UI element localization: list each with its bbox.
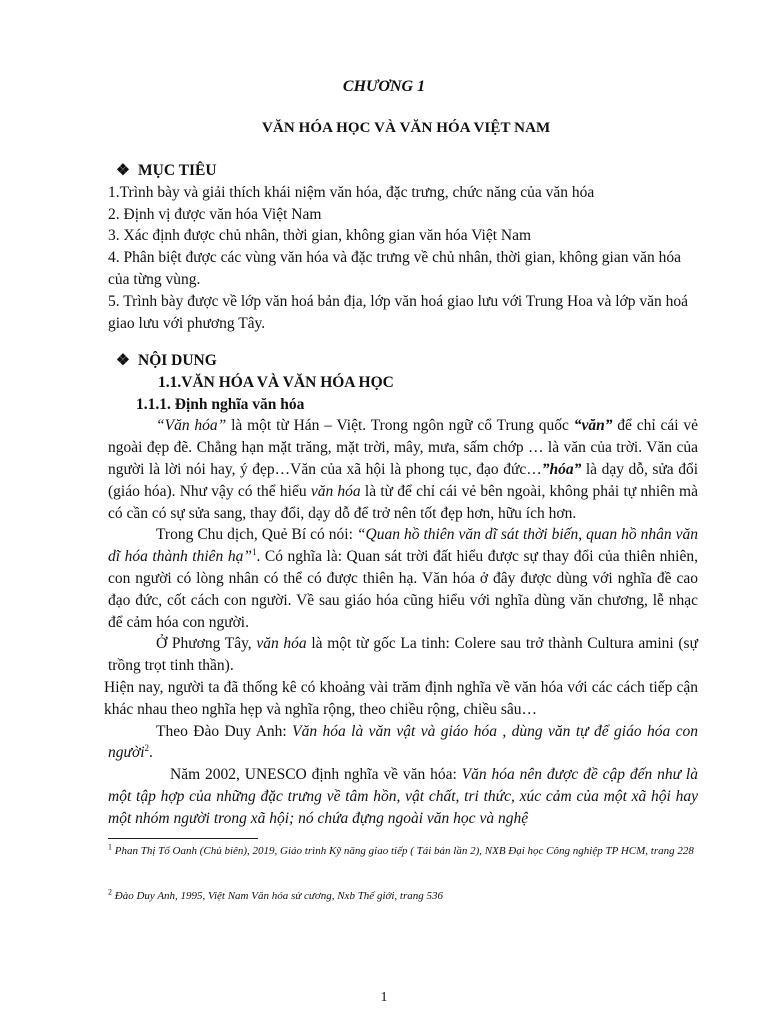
footnote-separator: [108, 838, 258, 839]
chapter-title: VĂN HÓA HỌC VÀ VĂN HÓA VIỆT NAM: [262, 120, 551, 136]
diamond-bullet-icon: ❖: [116, 352, 130, 369]
objectives-heading: ❖ MỤC TIÊU: [108, 160, 698, 182]
diamond-bullet-icon: ❖: [116, 162, 130, 179]
paragraph-4: Hiện nay, người ta đã thống kê có khoảng vài trăm định nghĩa về văn hóa với các cách tiếp cận khác nhau theo nghĩa hẹp và nghĩa rộng, theo chiều rộng, chiều sâu…: [104, 678, 698, 718]
content-section: [104, 350, 699, 830]
footnote-ref: 2: [144, 743, 150, 754]
paragraph-6: Năm 2002, UNESCO định nghĩa về văn hóa: Văn hóa nên được đề cập đến như là một tập hợp của những đặc trưng về tâm hồn, vật chất, tri thức, xúc cảm của một xã hội hay một nhóm người trong xã hội; nó chứa đựng ngoài văn học và nghệ: [108, 766, 698, 827]
subsection-title: 1.1.1. Định nghĩa văn hóa: [136, 395, 305, 413]
objective-item: 1.Trình bày và giải thích khái niệm văn hóa, đặc trưng, chức năng của văn hóa: [108, 183, 595, 201]
objective-item: 3. Xác định được chủ nhân, thời gian, không gian văn hóa Việt Nam: [108, 227, 532, 245]
section-title: 1.1.VĂN HÓA VÀ VĂN HÓA HỌC: [158, 373, 394, 391]
paragraph-5: Theo Đào Duy Anh: Văn hóa là văn vật và giáo hóa , dùng văn tự để giáo hóa con người$^2$.: [108, 722, 699, 762]
paragraph-2: Trong Chu dịch, Quẻ Bí có nói: “Quan hồ thiên văn dĩ sát thời biến, quan hồ nhân văn dĩ hóa thành thiên hạ”$^1$. Có nghĩa là: Quan sát trời đất hiểu được sự thay đổi của thiên nhiên, con người có lòng nhân có thể có được thiên hạ. Văn hóa ở đây được dùng với nghĩa đề cao đạo đức, cốt cách con người. Về sau giáo hóa cũng hiểu với nghĩa dùng văn chương, lễ nhạc để cảm hóa con người.: [108, 526, 698, 631]
footnote-1: $^1$ Phan Thị Tố Oanh (Chủ biên), 2019, Giáo trình Kỹ năng giao tiếp ( Tái bản lần 2), NXB Đại học Công nghiệp TP HCM, trang 228: [108, 842, 694, 857]
chapter-label: CHƯƠNG 1: [342, 78, 426, 95]
footnote-ref: 1: [251, 547, 257, 558]
page-number: 1: [380, 990, 388, 1005]
paragraph-3: Ở Phương Tây, văn hóa là một từ gốc La tinh: Colere sau trở thành Cultura amini (sự trồng trọt tinh thần).: [108, 635, 698, 675]
objective-item: 2. Định vị được văn hóa Việt Nam: [108, 205, 322, 223]
objective-item: 4. Phân biệt được các vùng văn hóa và đặc trưng về chủ nhân, thời gian, không gian văn hóa của từng vùng.: [108, 249, 681, 288]
paragraph-1: “Văn hóa” là một từ Hán – Việt. Trong ngôn ngữ cổ Trung quốc “văn” để chỉ cái vẻ ngoài đẹp đẽ. Chẳng hạn mặt trăng, mặt trời, mây, mưa, sấm chớp … là văn của trời. Văn của người là lời nói hay, ý đẹp…Văn của xã hội là phong tục, đạo đức…”hóa” là dạy dỗ, sửa đổi (giáo hóa). Như vậy có thể hiểu văn hóa là từ để chỉ cái vẻ bên ngoài, không phải tự nhiên mà có cần có sự sửa sang, thay đổi, dạy dỗ để trở nên tốt đẹp hơn, hữu ích hơn.: [108, 417, 699, 522]
content-heading: ❖ NỘI DUNG: [108, 350, 698, 372]
footnote-2: $^2$ Đào Duy Anh, 1995, Việt Nam Văn hóa sử cương, Nxb Thế giới, trang 536: [108, 887, 444, 902]
objectives-section: [108, 160, 698, 334]
objective-item: 5. Trình bày được về lớp văn hoá bản địa, lớp văn hoá giao lưu với Trung Hoa và lớp văn hoá giao lưu với phương Tây.: [108, 292, 688, 332]
